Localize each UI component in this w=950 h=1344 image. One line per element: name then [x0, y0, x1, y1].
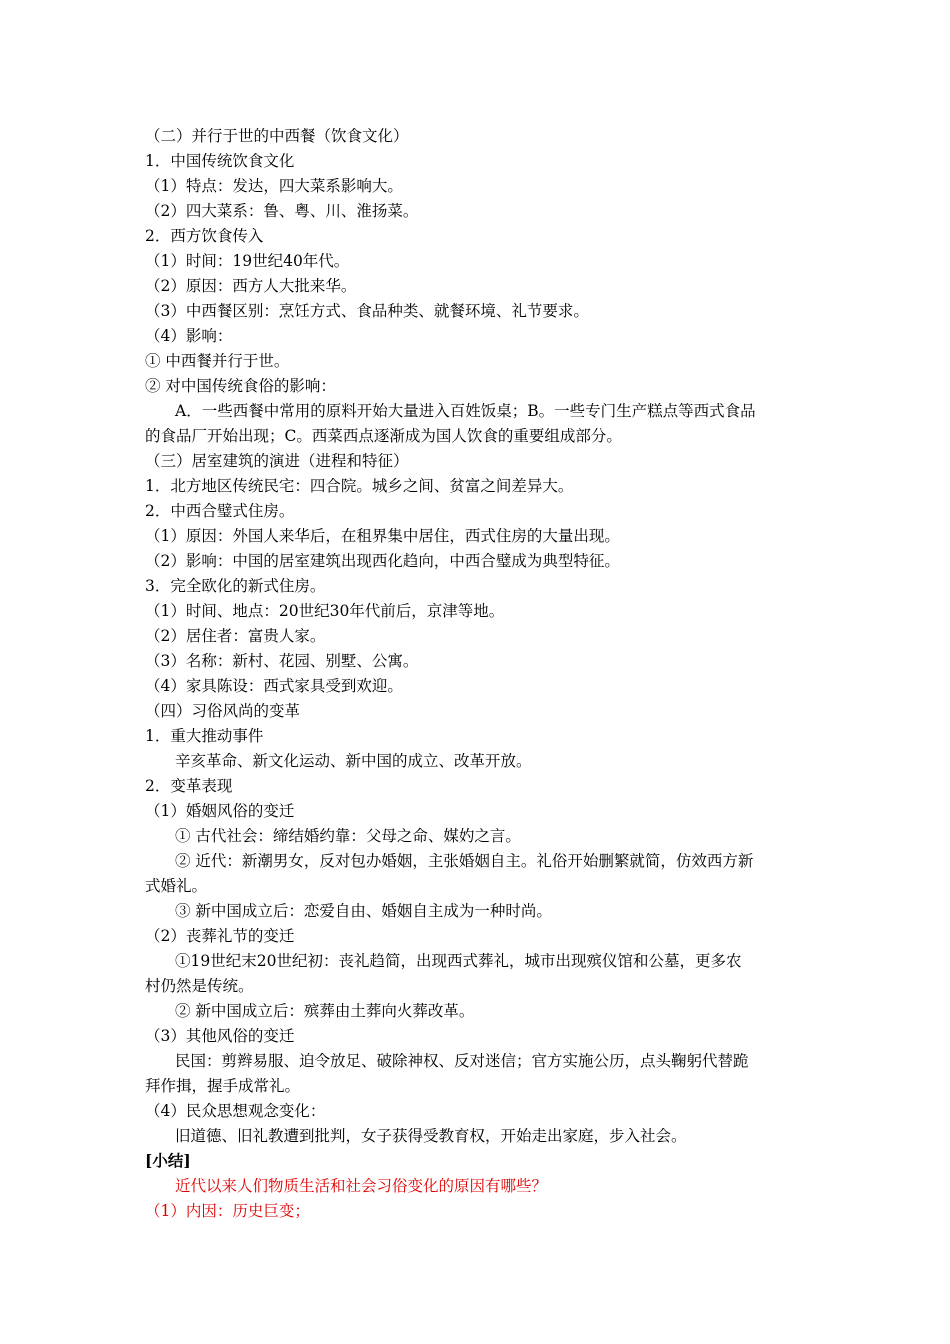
text-line: （2）原因：西方人大批来华。 — [145, 277, 357, 295]
text-line: 2．中西合璧式住房。 — [145, 502, 295, 520]
text-line: 村仍然是传统。 — [145, 977, 254, 995]
text-line: （2）居住者：富贵人家。 — [145, 627, 326, 645]
section-heading-3: （三）居室建筑的演进（进程和特征） — [145, 452, 409, 470]
text-line: （1）婚姻风俗的变迁 — [145, 802, 295, 820]
text-line: （1）时间：19世纪40年代。 — [145, 252, 350, 270]
text-line: ③ 新中国成立后：恋爱自由、婚姻自主成为一种时尚。 — [175, 902, 552, 920]
text-line: 1．重大推动事件 — [145, 727, 264, 745]
text-line: 1．中国传统饮食文化 — [145, 152, 295, 170]
text-line: ② 新中国成立后：殡葬由土葬向火葬改革。 — [175, 1002, 475, 1020]
summary-question: 近代以来人们物质生活和社会习俗变化的原因有哪些？ — [175, 1177, 548, 1195]
text-line: 3．完全欧化的新式住房。 — [145, 577, 326, 595]
text-line: （3）中西餐区别：烹饪方式、食品种类、就餐环境、礼节要求。 — [145, 302, 589, 320]
text-line: A．一些西餐中常用的原料开始大量进入百姓饭桌；B。一些专门生产糕点等西式食品 — [175, 402, 756, 420]
text-line: （2）影响：中国的居室建筑出现西化趋向，中西合璧成为典型特征。 — [145, 552, 620, 570]
text-line: 2．变革表现 — [145, 777, 233, 795]
text-line: 2．西方饮食传入 — [145, 227, 264, 245]
summary-answer-line: （1）内因：历史巨变； — [145, 1202, 310, 1220]
text-line: （4）影响： — [145, 327, 233, 345]
text-line: 旧道德、旧礼教遭到批判，女子获得受教育权，开始走出家庭，步入社会。 — [175, 1127, 687, 1145]
text-line: ② 近代：新潮男女，反对包办婚姻，主张婚姻自主。礼俗开始删繁就简，仿效西方新 — [175, 852, 754, 870]
text-line: （4）民众思想观念变化： — [145, 1102, 326, 1120]
text-line: （2）丧葬礼节的变迁 — [145, 927, 295, 945]
text-line: （2）四大菜系：鲁、粤、川、淮扬菜。 — [145, 202, 419, 220]
text-line: 辛亥革命、新文化运动、新中国的成立、改革开放。 — [175, 752, 532, 770]
text-line: 式婚礼。 — [145, 877, 208, 895]
text-line: ① 中西餐并行于世。 — [145, 352, 290, 370]
text-line: （1）特点：发达，四大菜系影响大。 — [145, 177, 403, 195]
section-heading-2: （二）并行于世的中西餐（饮食文化） — [145, 127, 409, 145]
text-line: （3）其他风俗的变迁 — [145, 1027, 295, 1045]
text-line: 拜作揖，握手成常礼。 — [145, 1077, 301, 1095]
text-line: （3）名称：新村、花园、别墅、公寓。 — [145, 652, 419, 670]
text-line: 1．北方地区传统民宅：四合院。城乡之间、贫富之间差异大。 — [145, 477, 574, 495]
text-line: 的食品厂开始出现；C。西菜西点逐渐成为国人饮食的重要组成部分。 — [145, 427, 622, 445]
text-line: ①19世纪末20世纪初：丧礼趋简，出现西式葬礼，城市出现殡仪馆和公墓，更多农 — [175, 952, 742, 970]
text-line: 民国：剪辫易服、迫令放足、破除神权、反对迷信；官方实施公历，点头鞠躬代替跪 — [175, 1052, 749, 1070]
section-heading-4: （四）习俗风尚的变革 — [145, 702, 301, 720]
text-line: ① 古代社会：缔结婚约靠：父母之命、媒妁之言。 — [175, 827, 521, 845]
text-line: （4）家具陈设：西式家具受到欢迎。 — [145, 677, 403, 695]
text-line: ② 对中国传统食俗的影响： — [145, 377, 336, 395]
summary-heading: [小结] — [145, 1151, 191, 1170]
text-line: （1）原因：外国人来华后，在租界集中居住，西式住房的大量出现。 — [145, 527, 620, 545]
text-line: （1）时间、地点：20世纪30年代前后，京津等地。 — [145, 602, 505, 620]
